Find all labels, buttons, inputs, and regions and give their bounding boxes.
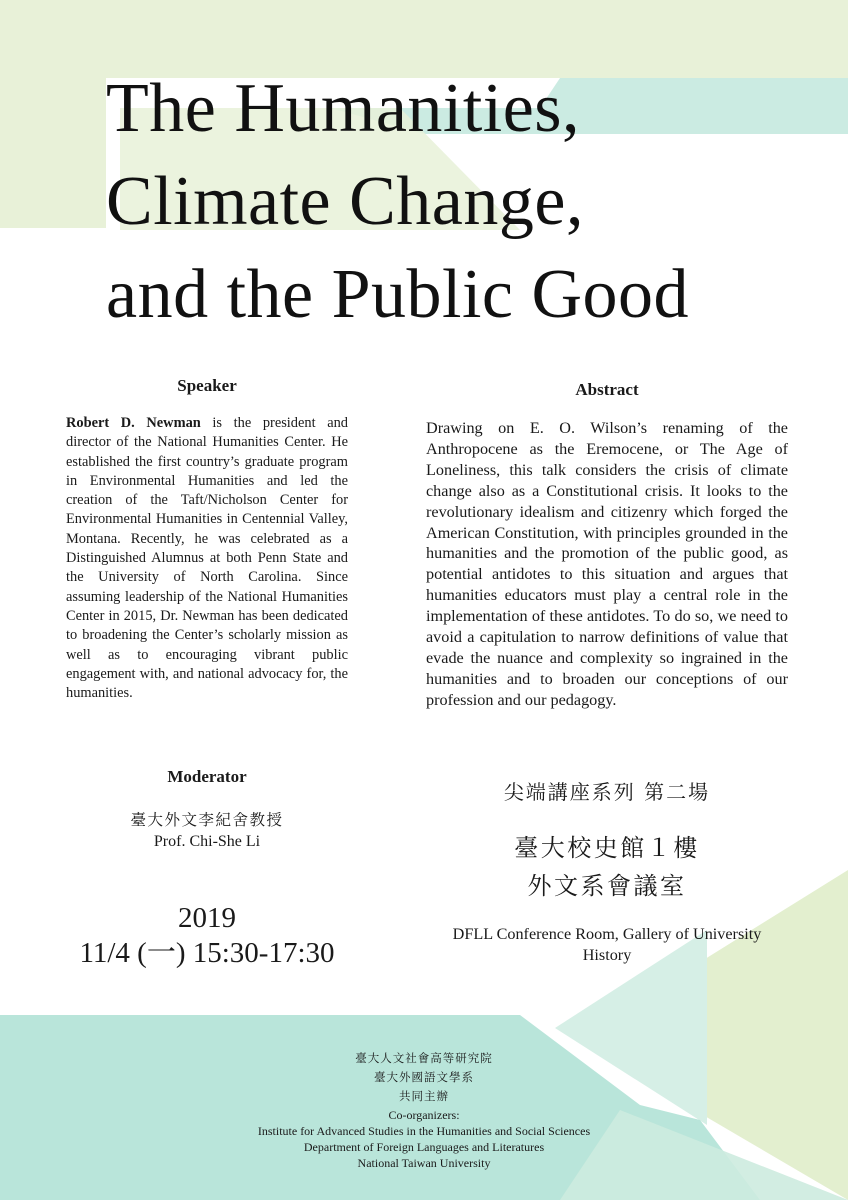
title-line-1: The Humanities,: [106, 70, 581, 147]
venue-english: DFLL Conference Room, Gallery of University History: [452, 925, 762, 964]
speaker-bio-text: is the president and director of the National Humanities Center. He established the first country’s graduate program in Environmental Humanities and led the creation of the Taft/Nicholson Center for Environmental Humanities in Centennial Valley, Montana. Recently, he was celebrated as a Distinguished Alumnus at both Penn State and the University of North Carolina. Since assuming leadership of the National Humanities Center in 2015, Dr. Newman has been dedicated to broadening the Center’s scholarly mission as well as to encouraging vibrant public engagement with, and national advocacy for, the humanities.: [66, 415, 348, 702]
organizer-cn-2: 臺大外國語文學系: [374, 1070, 474, 1084]
page-title: [106, 62, 689, 341]
abstract-text: Drawing on E. O. Wilson’s renaming of the Anthropocene as the Eremocene, or The Age of Loneliness, this talk considers the crisis of climate change also as a Constitutional crisis. It looks to the revolutionary idealism and citizenry which forged the American Constitution, with principles grounded in the humanities and the promotion of the public good, as potential antidotes to this situation and argues that humanities educators must play a central role in the implementation of these antidotes. To do so, we need to avoid a capitulation to narrow definitions of value that evade the nuance and complexity so ingrained in the humanities and to broaden our conceptions of our profession and our pedagogy.: [426, 419, 788, 709]
event-year: 2019: [178, 902, 236, 934]
speaker-heading: Speaker: [177, 376, 237, 395]
moderator-title-cn: 臺大外文李紀舍教授: [130, 811, 284, 829]
abstract-heading: Abstract: [575, 380, 639, 399]
organizer-en-2: Department of Foreign Languages and Literatures: [303, 1140, 545, 1154]
organizer-en-1: Institute for Advanced Studies in the Humanities and Social Sciences: [257, 1124, 591, 1138]
top-left-block-shape: [0, 78, 106, 228]
moderator-heading: Moderator: [167, 767, 247, 786]
lecture-series: 尖端講座系列 第二場: [503, 780, 711, 804]
organizer-en-3: National Taiwan University: [357, 1156, 491, 1170]
moderator-name: Prof. Chi-She Li: [153, 833, 261, 850]
speaker-name: Robert D. Newman: [66, 415, 201, 431]
venue-line-1: 臺大校史館１樓: [514, 834, 700, 862]
event-date-time: 11/4 (一) 15:30-17:30: [79, 937, 335, 969]
title-line-2: Climate Change,: [106, 163, 584, 240]
speaker-bio: [66, 414, 348, 703]
venue-line-2: 外文系會議室: [527, 872, 687, 900]
organizer-cn-1: 臺大人文社會高等研究院: [355, 1051, 493, 1065]
title-line-3: and the Public Good: [106, 256, 690, 333]
co-organizers-label: Co-organizers:: [388, 1108, 460, 1122]
organizer-cn-3: 共同主辦: [399, 1089, 449, 1103]
